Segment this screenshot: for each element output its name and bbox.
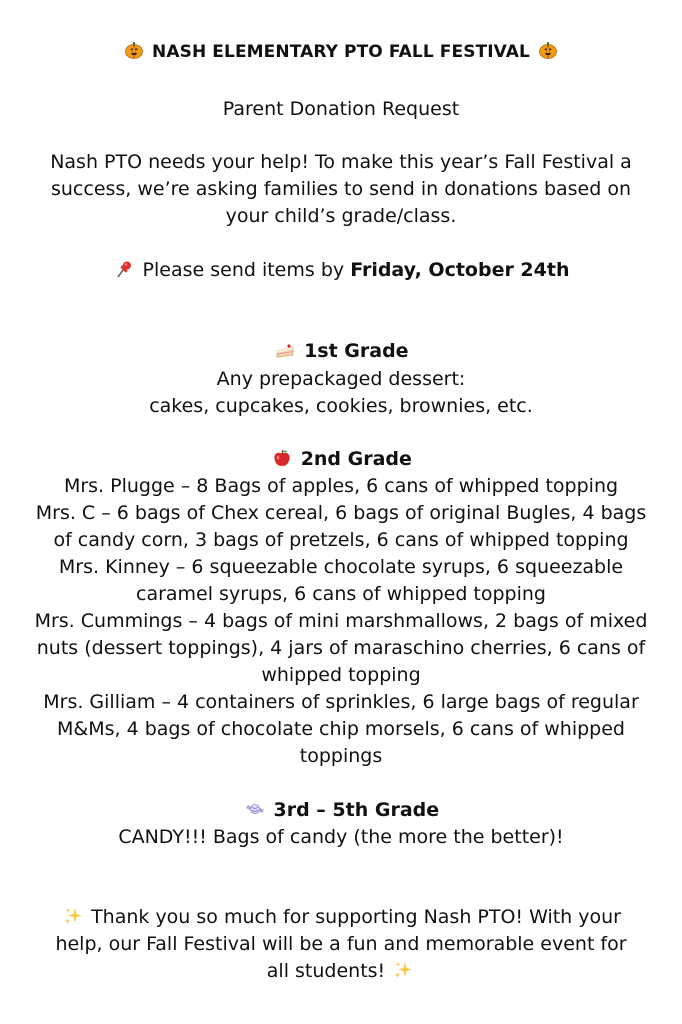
grade2-line: Mrs. Kinney – 6 squeezable chocolate syrups, 6 squeezable — [58, 556, 624, 578]
pumpkin-icon — [124, 40, 144, 60]
grade2-heading-row — [22, 446, 660, 473]
sparkles-icon — [63, 906, 83, 926]
grade35-heading: 3rd – 5th Grade — [273, 799, 440, 821]
grade2-heading: 2nd Grade — [300, 448, 412, 470]
grade2-line: caramel syrups, 6 cans of whipped topping — [136, 583, 546, 605]
pumpkin-icon — [538, 40, 558, 60]
grade2-line: Mrs. Cummings – 4 bags of mini marshmallows, 2 bags of mixed — [34, 610, 648, 632]
deadline-text: Please send items by — [142, 259, 345, 281]
intro-line: success, we’re asking families to send in donations based on — [50, 178, 632, 200]
grade35-line: CANDY!!! Bags of candy (the more the better)! — [118, 826, 564, 848]
grade1-heading-row — [22, 338, 660, 365]
closing-line-row — [22, 958, 660, 985]
grade1-heading: 1st Grade — [304, 340, 409, 362]
closing-text: Thank you so much for supporting Nash PTO! With your — [91, 906, 621, 928]
flyer-title: NASH ELEMENTARY PTO FALL FESTIVAL — [152, 42, 530, 62]
apple-icon — [272, 448, 292, 468]
intro-line: your child’s grade/class. — [225, 205, 457, 227]
grade2-line: nuts (dessert toppings), 4 jars of maraschino cherries, 6 cans of — [36, 637, 646, 659]
sparkles-icon — [393, 960, 413, 980]
grade2-line: M&Ms, 4 bags of chocolate chip morsels, 6 cans of whipped — [57, 718, 625, 740]
candy-icon — [245, 799, 265, 819]
deadline-row — [22, 257, 660, 284]
subtitle: Parent Donation Request — [222, 98, 460, 120]
intro-line: Nash PTO needs your help! To make this year’s Fall Festival a — [50, 151, 632, 173]
flyer-title-row — [22, 39, 660, 66]
grade1-line: cakes, cupcakes, cookies, brownies, etc. — [149, 395, 533, 417]
grade2-line: Mrs. Gilliam – 4 containers of sprinkles, 6 large bags of regular — [43, 691, 639, 713]
grade2-line: toppings — [299, 745, 383, 767]
grade1-line: Any prepackaged dessert: — [216, 368, 466, 390]
grade2-line: Mrs. Plugge – 8 Bags of apples, 6 cans of whipped topping — [63, 475, 619, 497]
grade2-line: Mrs. C – 6 bags of Chex cereal, 6 bags of original Bugles, 4 bags — [35, 502, 647, 524]
pushpin-icon — [114, 259, 134, 279]
closing-text: all students! — [266, 960, 386, 982]
grade2-line: whipped topping — [261, 664, 421, 686]
cake-icon — [275, 340, 295, 360]
deadline-date: Friday, October 24th — [350, 259, 570, 281]
grade35-heading-row — [22, 797, 660, 824]
grade2-line: of candy corn, 3 bags of pretzels, 6 cans of whipped topping — [53, 529, 629, 551]
closing-line: help, our Fall Festival will be a fun and memorable event for — [55, 933, 627, 955]
closing-line-row — [22, 904, 660, 931]
